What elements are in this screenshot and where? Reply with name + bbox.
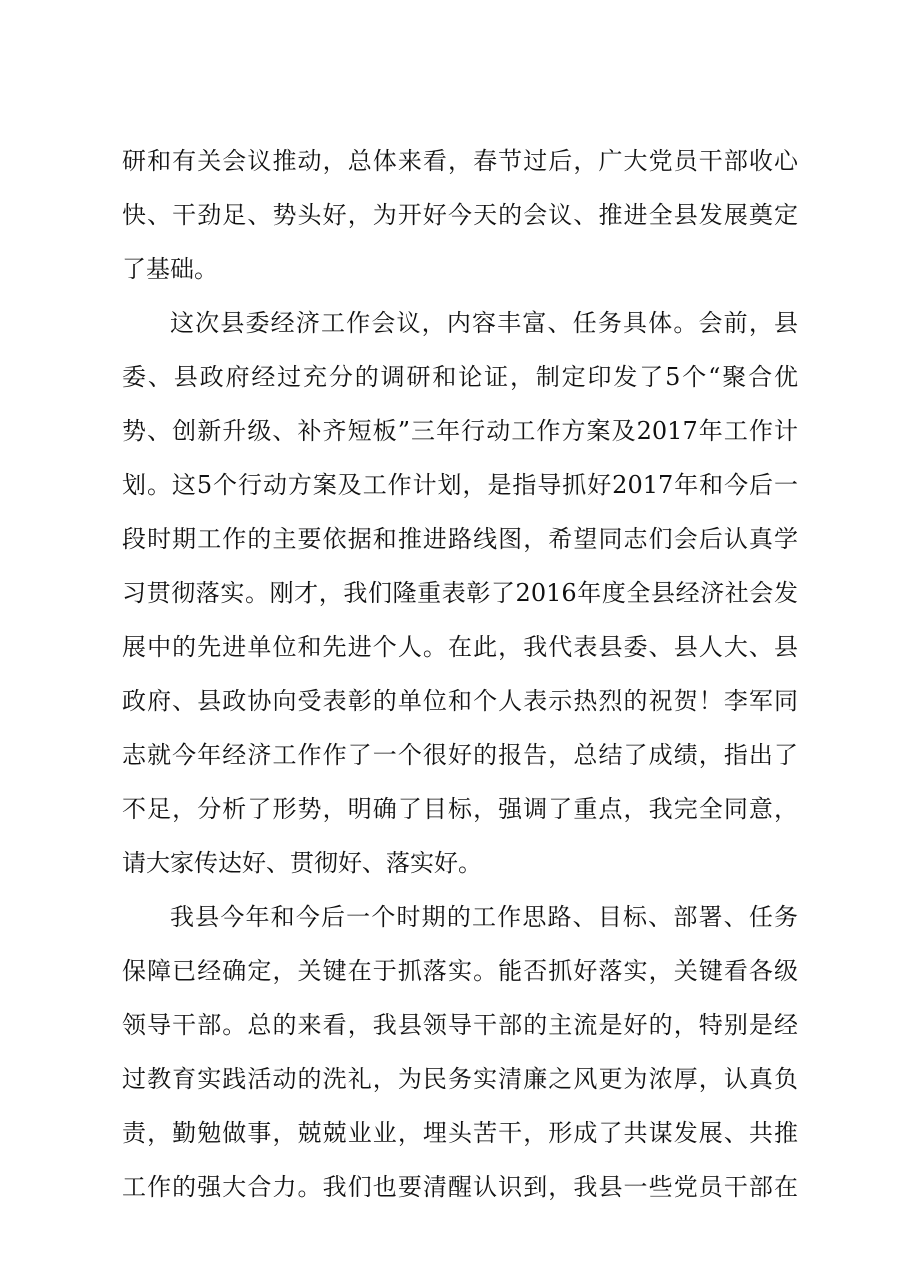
text-line: 快、干劲足、势头好，为开好今天的会议、推进全县发展奠定 bbox=[122, 201, 798, 229]
text-line: 了基础。 bbox=[122, 255, 218, 283]
paragraph-2 bbox=[122, 296, 798, 890]
text-line: 委、县政府经过充分的调研和论证，制定印发了5个“聚合优 bbox=[122, 363, 798, 391]
text-line: 工作的强大合力。我们也要清醒认识到，我县一些党员干部在 bbox=[122, 1173, 798, 1201]
text-line: 志就今年经济工作作了一个很好的报告，总结了成绩，指出了 bbox=[122, 741, 798, 769]
paragraph-3 bbox=[122, 890, 798, 1214]
text-line: 习贯彻落实。刚才，我们隆重表彰了2016年度全县经济社会发 bbox=[122, 579, 798, 607]
text-line: 政府、县政协向受表彰的单位和个人表示热烈的祝贺！李军同 bbox=[122, 687, 798, 715]
text-line: 领导干部。总的来看，我县领导干部的主流是好的，特别是经 bbox=[122, 1011, 798, 1039]
text-line: 我县今年和今后一个时期的工作思路、目标、部署、任务 bbox=[170, 903, 798, 931]
text-line: 保障已经确定，关键在于抓落实。能否抓好落实，关键看各级 bbox=[122, 957, 798, 985]
text-line: 段时期工作的主要依据和推进路线图，希望同志们会后认真学 bbox=[122, 525, 798, 553]
text-line: 过教育实践活动的洗礼，为民务实清廉之风更为浓厚，认真负 bbox=[122, 1065, 798, 1093]
text-line: 势、创新升级、补齐短板”三年行动工作方案及2017年工作计 bbox=[122, 417, 798, 445]
text-line: 请大家传达好、贯彻好、落实好。 bbox=[122, 849, 482, 877]
paragraph-1 bbox=[122, 134, 798, 296]
text-line: 展中的先进单位和先进个人。在此，我代表县委、县人大、县 bbox=[122, 633, 798, 661]
text-line: 责，勤勉做事，兢兢业业，埋头苦干，形成了共谋发展、共推 bbox=[122, 1119, 798, 1147]
document-body bbox=[122, 134, 798, 1214]
text-line: 划。这5个行动方案及工作计划，是指导抓好2017年和今后一 bbox=[122, 471, 798, 499]
text-line: 这次县委经济工作会议，内容丰富、任务具体。会前，县 bbox=[170, 309, 798, 337]
text-line: 不足，分析了形势，明确了目标，强调了重点，我完全同意， bbox=[122, 795, 798, 823]
text-line: 研和有关会议推动，总体来看，春节过后，广大党员干部收心 bbox=[122, 147, 798, 175]
